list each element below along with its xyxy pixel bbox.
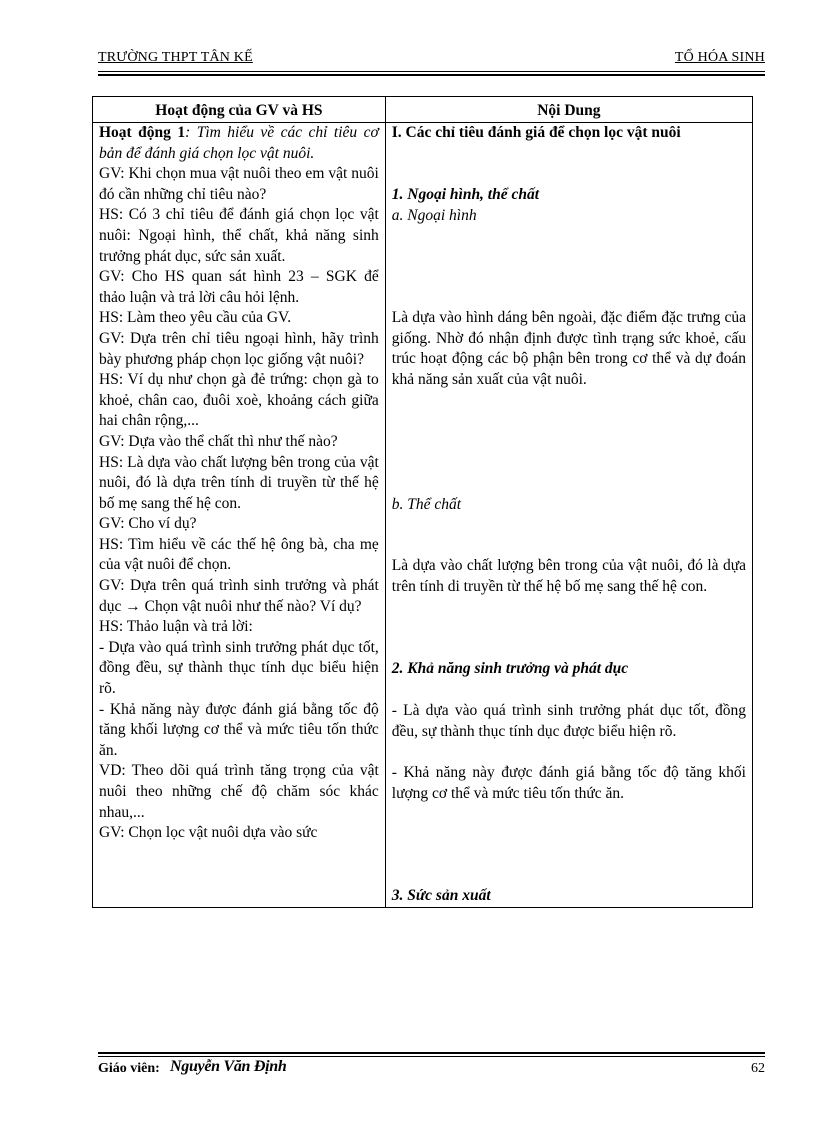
dialog-line: GV: Dựa trên chỉ tiêu ngoại hình, hãy trình bày phương pháp chọn lọc giống vật nuôi? [99,329,379,368]
dialog-line: HS: Tìm hiểu về các thế hệ ông bà, cha mẹ của vật nuôi để chọn. [99,535,379,574]
dialog-line: - Dựa vào quá trình sinh trưởng phát dục tốt, đồng đều, sự thành thục tính dục biểu hiện rõ. [99,638,379,698]
dialog-line: GV: Cho ví dụ? [99,515,197,533]
table-body-row [93,123,753,908]
page-header [98,50,765,68]
spacer [392,391,746,495]
table-header-row [93,97,753,123]
lesson-table [92,96,753,908]
spacer [392,226,746,308]
dialog-line: GV: Dựa vào thể chất thì như thế nào? [99,432,338,450]
dialog-line: HS: Có 3 chỉ tiêu để đánh giá chọn lọc vật nuôi: Ngoại hình, thể chất, khả năng sinh trưởng phát dục, sức sản xuất. [99,206,379,265]
header-rule [98,71,765,72]
col-header-content: Nội Dung [385,97,752,123]
dialog-line: HS: Là dựa vào chất lượng bên trong của vật nuôi, đó là dựa trên tính di truyền từ thế hệ bố mẹ sang thế hệ con. [99,453,379,512]
dialog-line: HS: Thảo luận và trả lời: [99,618,253,636]
content-paragraph: Là dựa vào hình dáng bên ngoài, đặc điểm đặc trưng của giống. Nhờ đó nhận định được tình trạng sức khoẻ, cấu trúc hoạt động các bộ phận bên trong cơ thể và dự đoán khả năng sản xuất của vật nuôi. [391,309,746,388]
subsection-heading: 3. Sức sản xuất [391,887,491,905]
dialog-line: GV: Dựa trên quá trình sinh trưởng và phát dục → Chọn vật nuôi như thế nào? Ví dụ? [99,577,379,615]
dialog-line: HS: Làm theo yêu cầu của GV. [99,309,292,327]
content-paragraph: - Là dựa vào quá trình sinh trưởng phát dục tốt, đồng đều, sự thành thục tính dục được biểu hiện rõ. [391,701,746,740]
dialog-line: GV: Khi chọn mua vật nuôi theo em vật nuôi đó cần những chỉ tiêu nào? [99,165,379,203]
teacher-label: Giáo viên: [98,1061,160,1076]
dialog-line: GV: Cho HS quan sát hình 23 – SGK để thảo luận và trả lời câu hỏi lệnh. [99,268,379,306]
footer-rule-thick [98,1052,765,1054]
activity-1-title: Hoạt động 1 [99,124,186,141]
activity-1 [99,123,379,164]
col-header-activities: Hoạt động của GV và HS [93,97,386,123]
subsection-heading: 1. Ngoại hình, thể chất [391,186,540,203]
dialog-line: - Khả năng này được đánh giá bằng tốc độ tăng khối lượng cơ thể và mức tiêu tốn thức ăn. [99,700,379,759]
activity-1-desc: : Tìm hiểu về các chỉ tiêu cơ bản để đánh giá chọn lọc vật nuôi. [99,124,379,162]
content-cell [385,123,752,908]
dialog-line: VD: Theo dõi quá trình tăng trọng của vật nuôi theo những chế độ chăm sóc khác nhau,... [99,762,379,821]
subsection-item: b. Thể chất [391,495,462,513]
content-paragraph: Là dựa vào chất lượng bên trong của vật nuôi, đó là dựa trên tính di truyền từ thế hệ bố mẹ sang thế hệ con. [391,557,746,595]
department-name: TỔ HÓA SINH [674,50,765,65]
page-number: 62 [751,1061,765,1076]
section-heading: I. Các chỉ tiêu đánh giá để chọn lọc vật nuôi [391,124,681,141]
page-footer [98,1058,765,1078]
dialog-line: GV: Chọn lọc vật nuôi dựa vào sức [99,824,318,842]
subsection-item: a. Ngoại hình [391,206,477,224]
header-rule-thick [98,74,765,76]
spacer [392,515,746,556]
school-name: TRƯỜNG THPT TÂN KẾ [98,50,253,65]
footer-rule [98,1056,765,1057]
activities-cell [93,123,386,908]
teacher-signature: Nguyễn Văn Định [170,1058,287,1075]
content-paragraph: - Khả năng này được đánh giá bằng tốc độ tăng khối lượng cơ thể và mức tiêu tốn thức ăn. [391,764,746,802]
dialog-line: HS: Ví dụ như chọn gà đẻ trứng: chọn gà to khoẻ, chân cao, đuôi xoè, khoảng cách giữa hai chân rộng,... [99,371,379,430]
spacer [392,680,746,701]
spacer [392,804,746,886]
subsection-heading: 2. Khả năng sinh trưởng và phát dục [391,660,629,678]
spacer [392,597,746,659]
